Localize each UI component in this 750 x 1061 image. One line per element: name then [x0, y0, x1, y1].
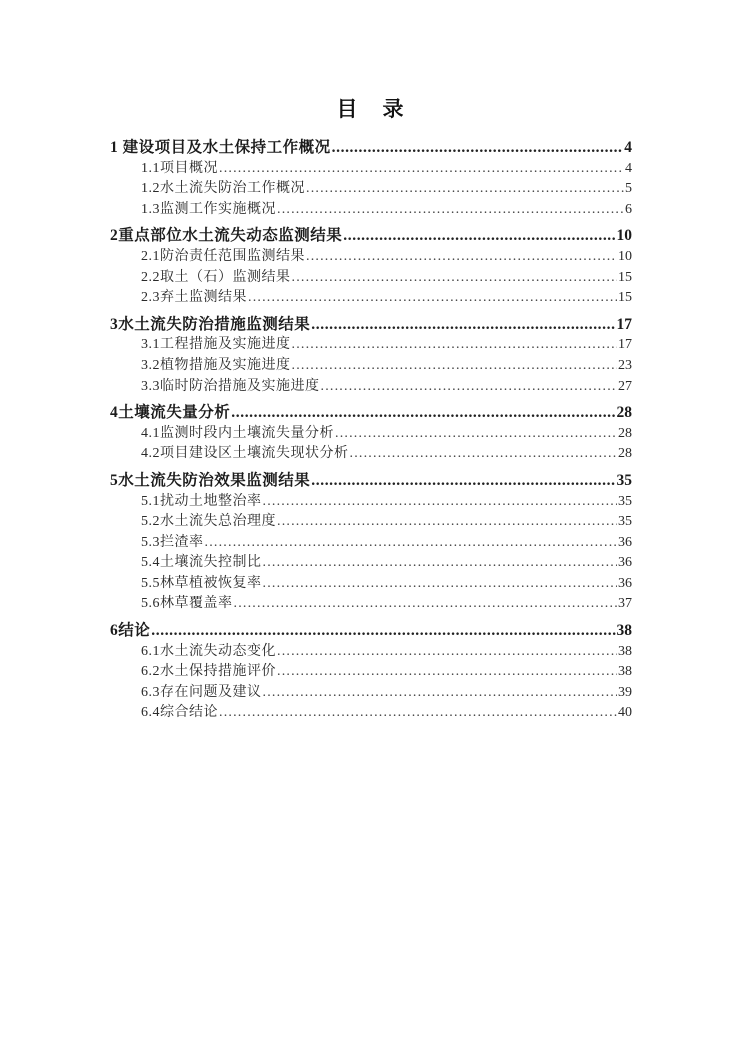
toc-entry-label: 5水土流失防治效果监测结果 — [110, 471, 311, 489]
dot-leader — [277, 642, 617, 663]
toc-entry-label: 6.3存在问题及建议 — [141, 684, 262, 700]
toc-entry-label: 4.1监测时段内土壤流失量分析 — [141, 425, 334, 441]
toc-entry-label: 6.2水土保持措施评价 — [141, 664, 276, 680]
toc-page-number: 38 — [618, 664, 632, 680]
toc-page-number: 38 — [618, 643, 632, 659]
toc-page-number: 17 — [618, 337, 632, 353]
toc-entry — [110, 315, 632, 336]
toc-section — [110, 621, 632, 724]
toc-entry-label: 6结论 — [110, 622, 151, 640]
dot-leader — [263, 492, 618, 513]
dot-leader — [292, 268, 618, 289]
toc-page-number: 36 — [618, 555, 632, 571]
dot-leader — [219, 703, 617, 724]
toc-page-number: 10 — [618, 248, 632, 264]
toc-page-number: 28 — [616, 404, 632, 422]
toc-entry-label: 3.3临时防治措施及实施进度 — [141, 378, 320, 394]
toc-entry-label: 1 建设项目及水土保持工作概况 — [110, 139, 331, 156]
toc-entry-label: 5.5林草植被恢复率 — [141, 575, 262, 591]
toc-entry — [110, 138, 632, 159]
toc-page-number: 39 — [618, 684, 632, 700]
dot-leader — [263, 683, 618, 704]
toc-section — [110, 315, 632, 397]
dot-leader — [292, 356, 618, 377]
toc-entry — [110, 377, 632, 398]
toc-entry-label: 2.2取土（石）监测结果 — [141, 269, 291, 285]
toc-entry — [110, 703, 632, 724]
dot-leader — [306, 179, 624, 200]
toc-entry — [110, 403, 632, 424]
toc-entry-label: 5.6林草覆盖率 — [141, 596, 233, 612]
toc-entry — [110, 247, 632, 268]
toc-entry — [110, 553, 632, 574]
toc-page-number: 35 — [616, 471, 632, 489]
dot-leader — [277, 662, 617, 683]
toc-entry-label: 5.4土壤流失控制比 — [141, 555, 262, 571]
toc-entry — [110, 444, 632, 465]
dot-leader — [343, 226, 615, 247]
toc-entry-label: 5.1扰动土地整治率 — [141, 493, 262, 509]
toc-page-number: 35 — [618, 514, 632, 530]
toc-entry — [110, 200, 632, 221]
toc-section — [110, 471, 632, 615]
toc-entry-label: 6.1水土流失动态变化 — [141, 643, 276, 659]
toc-entry — [110, 492, 632, 513]
toc-entry — [110, 424, 632, 445]
toc-entry — [110, 683, 632, 704]
dot-leader — [277, 512, 617, 533]
toc-page-number: 27 — [618, 378, 632, 394]
toc-page-number: 38 — [616, 622, 632, 640]
toc-entry-label: 2重点部位水土流失动态监测结果 — [110, 227, 343, 245]
dot-leader — [335, 424, 617, 445]
dot-leader — [234, 594, 618, 615]
toc-page-number: 17 — [616, 315, 632, 333]
toc-entry-label: 2.3弃土监测结果 — [141, 290, 247, 306]
toc-entry — [110, 226, 632, 247]
toc-entry-label: 1.2水土流失防治工作概况 — [141, 181, 305, 197]
toc-entry — [110, 356, 632, 377]
toc-page-number: 36 — [618, 534, 632, 550]
toc-page-number: 15 — [618, 290, 632, 306]
toc-entry — [110, 512, 632, 533]
toc-list — [110, 138, 632, 724]
toc-entry-label: 4土壤流失量分析 — [110, 404, 231, 422]
dot-leader — [306, 247, 617, 268]
toc-page-number: 4 — [625, 160, 632, 176]
page-title: 目 录 — [336, 97, 406, 121]
toc-page-number: 40 — [618, 705, 632, 721]
toc-entry-label: 3水土流失防治措施监测结果 — [110, 315, 311, 333]
toc-entry — [110, 621, 632, 642]
toc-page-number: 5 — [625, 181, 632, 197]
dot-leader — [277, 200, 624, 221]
toc-page-number: 28 — [618, 446, 632, 462]
toc-entry — [110, 594, 632, 615]
toc-entry-label: 5.3拦渣率 — [141, 534, 204, 550]
toc-page-number: 37 — [618, 596, 632, 612]
toc-entry — [110, 159, 632, 180]
toc-page-number: 15 — [618, 269, 632, 285]
toc-page-number: 10 — [616, 227, 632, 245]
toc-entry-label: 1.1项目概况 — [141, 160, 218, 176]
dot-leader — [263, 574, 618, 595]
dot-leader — [332, 138, 624, 159]
toc-entry — [110, 533, 632, 554]
toc-page-number: 28 — [618, 425, 632, 441]
toc-page-number: 36 — [618, 575, 632, 591]
toc-entry — [110, 288, 632, 309]
toc-entry — [110, 471, 632, 492]
dot-leader — [248, 288, 617, 309]
dot-leader — [311, 315, 615, 336]
toc-entry-label: 6.4综合结论 — [141, 705, 218, 721]
toc-section — [110, 138, 632, 220]
toc-entry-label: 2.1防治责任范围监测结果 — [141, 248, 305, 264]
dot-leader — [311, 471, 615, 492]
dot-leader — [219, 159, 624, 180]
toc-entry-label: 3.1工程措施及实施进度 — [141, 337, 291, 353]
toc-section — [110, 226, 632, 308]
toc-page-number: 4 — [624, 139, 632, 156]
dot-leader — [350, 444, 618, 465]
toc-entry — [110, 179, 632, 200]
toc-page-number: 6 — [625, 201, 632, 217]
toc-entry — [110, 642, 632, 663]
toc-page-number: 23 — [618, 357, 632, 373]
toc-section — [110, 403, 632, 465]
toc-entry — [110, 662, 632, 683]
dot-leader — [321, 377, 618, 398]
dot-leader — [151, 621, 615, 642]
dot-leader — [292, 335, 618, 356]
toc-entry-label: 1.3监测工作实施概况 — [141, 201, 276, 217]
toc-page-number: 35 — [618, 493, 632, 509]
toc-entry-label: 4.2项目建设区土壤流失现状分析 — [141, 446, 349, 462]
toc-entry-label: 3.2植物措施及实施进度 — [141, 357, 291, 373]
toc-entry — [110, 335, 632, 356]
toc-entry — [110, 574, 632, 595]
toc-entry-label: 5.2水土流失总治理度 — [141, 514, 276, 530]
dot-leader — [263, 553, 618, 574]
dot-leader — [205, 533, 618, 554]
dot-leader — [231, 403, 615, 424]
toc-entry — [110, 268, 632, 289]
